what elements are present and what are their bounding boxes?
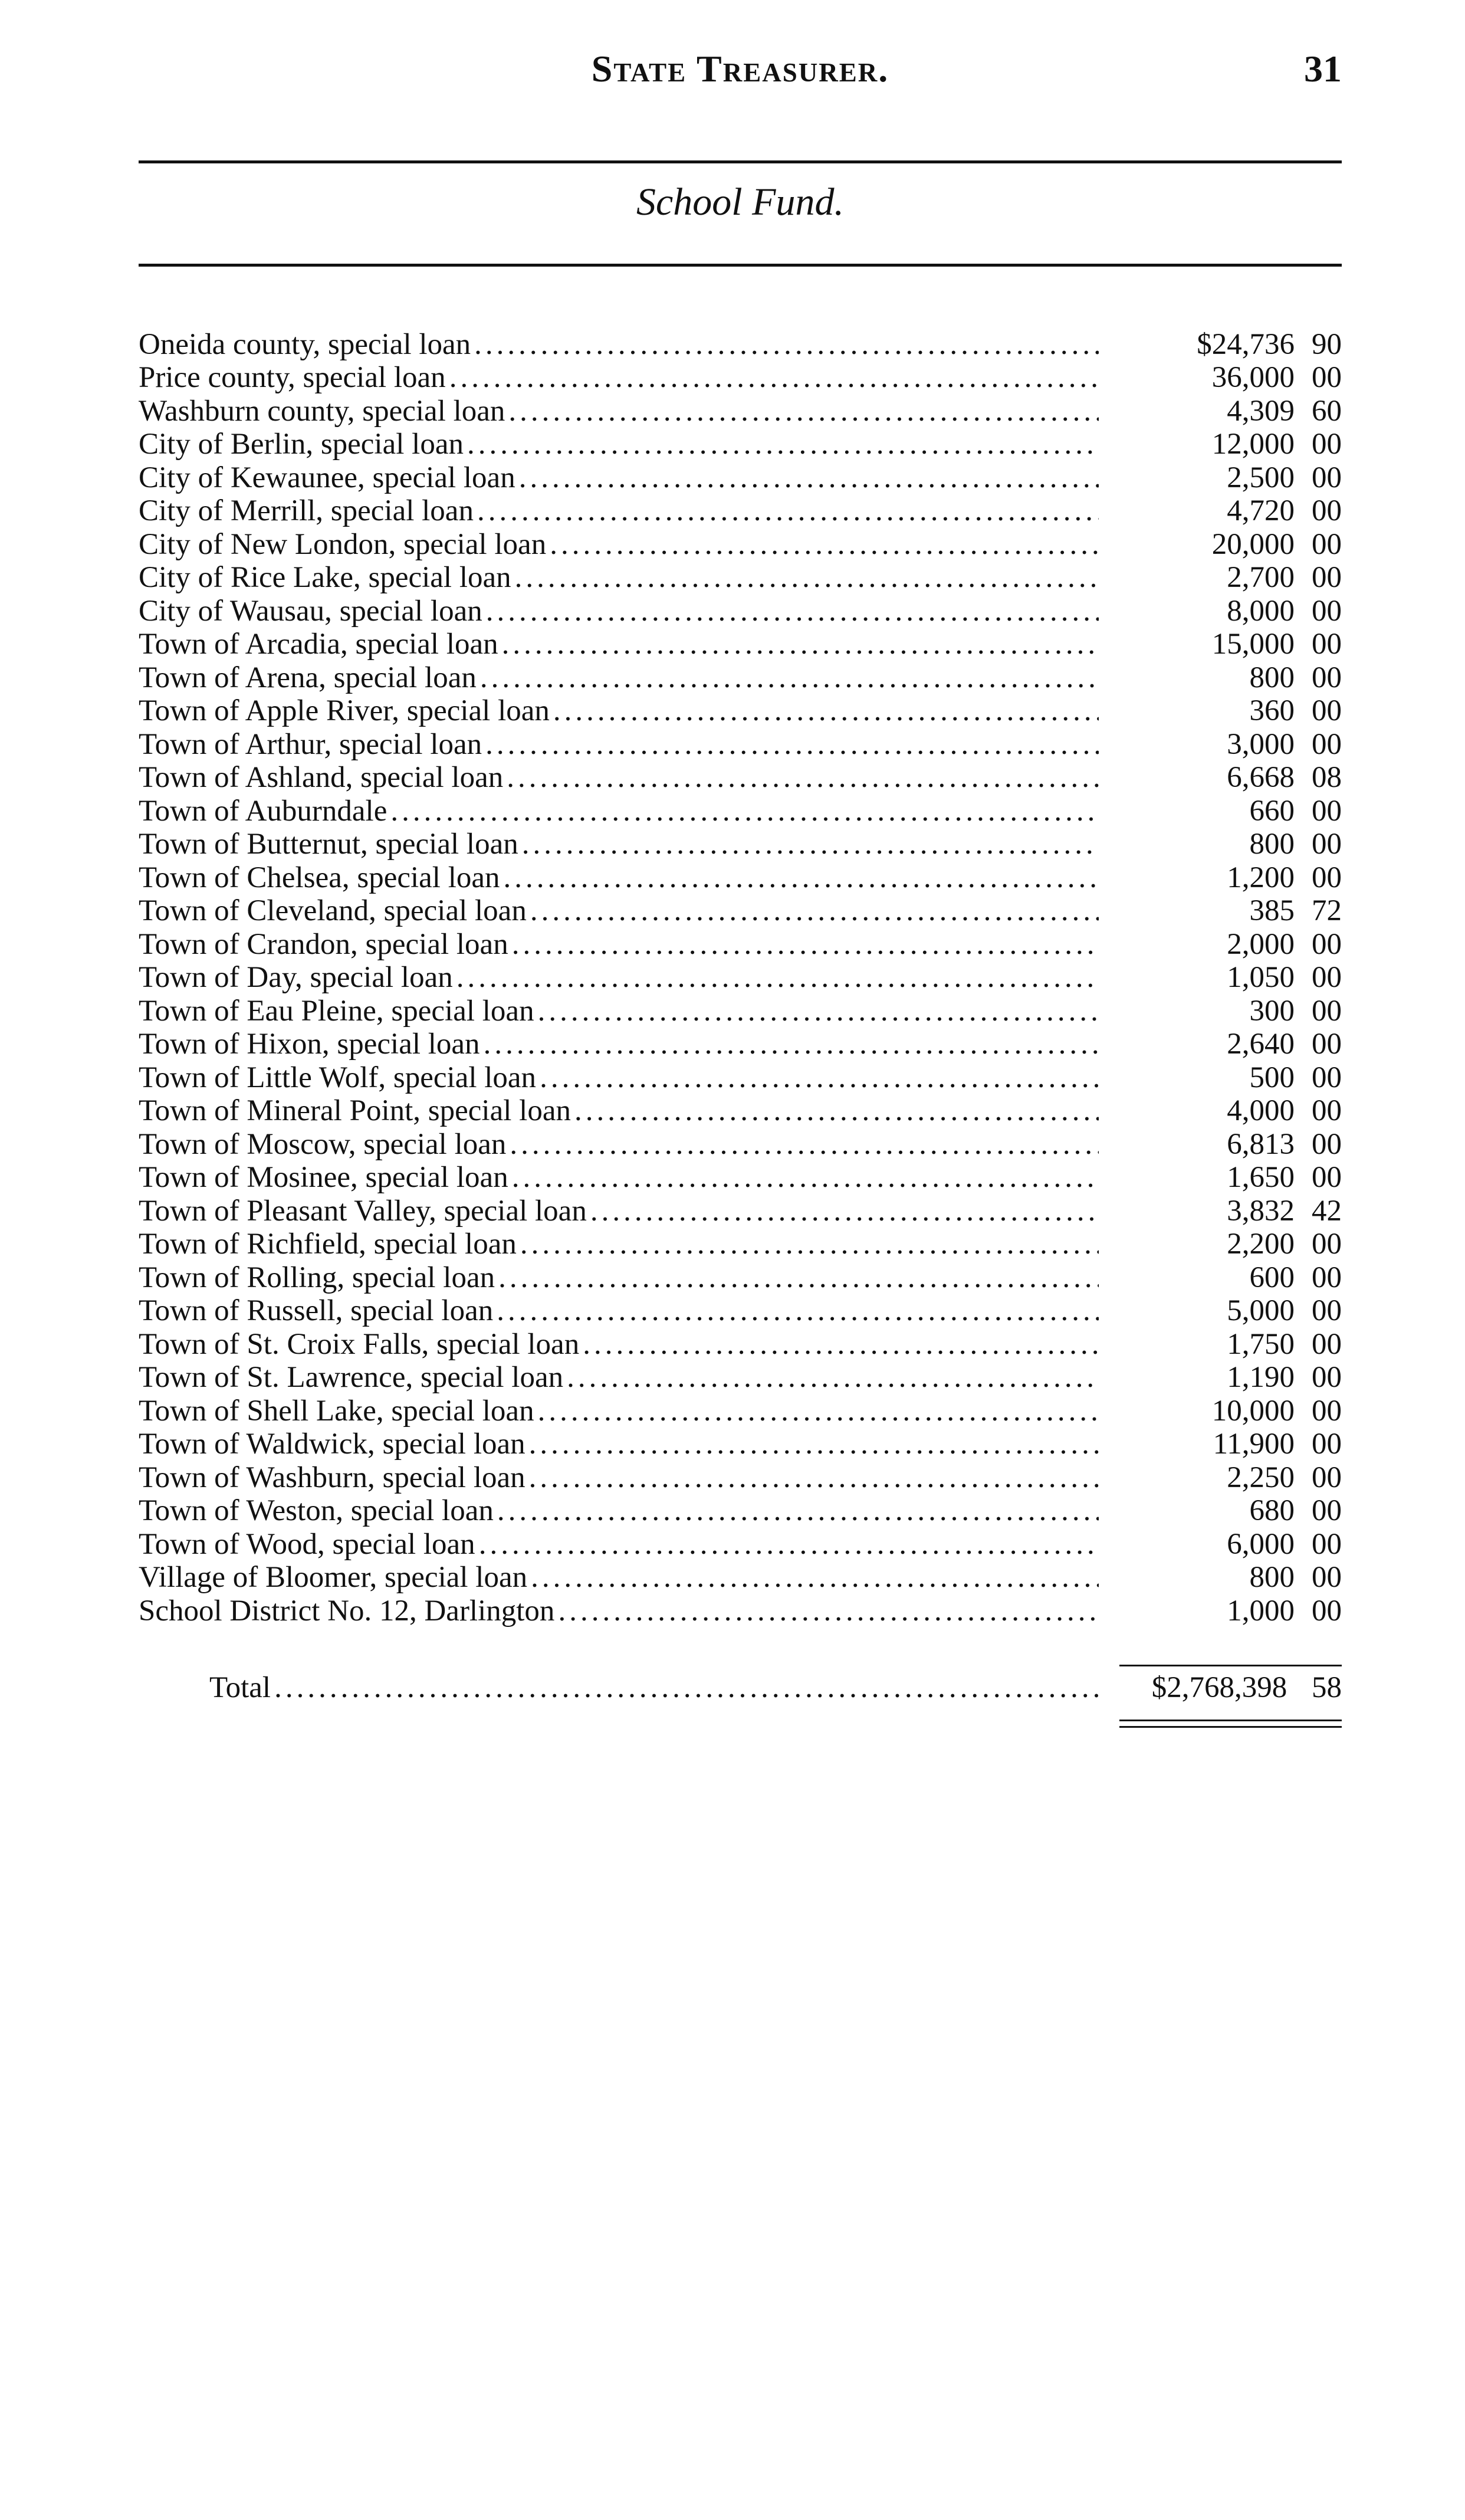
entry-label: Town of Moscow, special loan [139, 1127, 507, 1161]
entry-amount [1106, 328, 1342, 361]
entry-dollars: 1,000 [1227, 1594, 1295, 1628]
entry-label: Town of Eau Pleine, special loan [139, 994, 534, 1028]
entry-amount [1106, 1028, 1342, 1061]
ledger-row [139, 527, 1342, 561]
leader-dots [583, 1328, 1099, 1361]
ledger-row [139, 828, 1342, 861]
entry-dollars: 2,000 [1227, 927, 1295, 961]
entry-label: Town of Little Wolf, special loan [139, 1061, 537, 1094]
ledger-row [139, 794, 1342, 828]
entry-label: City of Merrill, special loan [139, 494, 474, 527]
entry-label: Town of Cleveland, special loan [139, 894, 527, 927]
entry-label: City of Wausau, special loan [139, 594, 482, 628]
total-label: Total [209, 1671, 271, 1704]
leader-dots [502, 628, 1099, 661]
leader-dots [510, 1128, 1099, 1161]
ledger-row [139, 1094, 1342, 1128]
entry-cents: 00 [1312, 461, 1342, 494]
ledger-row [139, 561, 1342, 595]
ledger-row [139, 1194, 1342, 1228]
entry-dollars: 11,900 [1213, 1428, 1295, 1461]
leader-dots [504, 861, 1099, 894]
entry-cents: 00 [1312, 1561, 1342, 1594]
entry-dollars: 36,000 [1211, 361, 1295, 394]
entry-label: City of New London, special loan [139, 527, 547, 561]
ledger-row [139, 1461, 1342, 1494]
entry-amount [1106, 1195, 1342, 1228]
entry-cents: 00 [1312, 961, 1342, 994]
leader-dots [512, 1161, 1099, 1194]
ledger-row [139, 1561, 1342, 1594]
ledger-row [139, 1327, 1342, 1361]
entry-cents: 08 [1312, 761, 1342, 794]
entry-label: City of Rice Lake, special loan [139, 561, 511, 594]
ledger-row [139, 1428, 1342, 1461]
entry-dollars: 2,700 [1227, 561, 1295, 594]
entry-amount [1106, 661, 1342, 694]
total-row [209, 1671, 1342, 1704]
leader-dots [498, 1261, 1099, 1294]
entry-amount [1106, 1461, 1342, 1494]
entry-cents: 00 [1312, 1261, 1342, 1294]
entry-amount [1106, 494, 1342, 527]
ledger-row [139, 1361, 1342, 1394]
entry-cents: 00 [1312, 1228, 1342, 1261]
entry-label: Town of St. Croix Falls, special loan [139, 1327, 580, 1361]
entry-dollars: 4,309 [1227, 394, 1295, 428]
ledger-row [139, 428, 1342, 461]
entry-cents: 00 [1312, 1594, 1342, 1628]
entry-dollars: 2,500 [1227, 461, 1295, 494]
entry-amount [1106, 761, 1342, 794]
entry-label: Town of St. Lawrence, special loan [139, 1361, 564, 1394]
entry-amount [1106, 728, 1342, 761]
ledger-row [139, 628, 1342, 661]
entry-cents: 00 [1312, 1161, 1342, 1194]
entry-dollars: 2,640 [1227, 1028, 1295, 1061]
leader-dots [567, 1361, 1099, 1394]
entry-amount [1106, 861, 1342, 894]
ledger-row [139, 1228, 1342, 1261]
section-title: School Fund. [636, 181, 844, 224]
ledger-row [139, 894, 1342, 928]
total-dollars: $2,768,398 [1151, 1671, 1287, 1704]
entry-label: Town of Arthur, special loan [139, 727, 482, 761]
entry-cents: 00 [1312, 361, 1342, 394]
entry-cents: 42 [1312, 1194, 1342, 1228]
entry-dollars: 600 [1249, 1261, 1295, 1294]
entry-label: Washburn county, special loan [139, 394, 505, 428]
entry-amount [1106, 1328, 1342, 1361]
entry-amount [1106, 828, 1342, 861]
leader-dots [531, 1561, 1099, 1594]
header-rule [139, 160, 1342, 163]
entry-amount [1106, 361, 1342, 394]
entry-label: School District No. 12, Darlington [139, 1594, 555, 1628]
entry-dollars: 6,000 [1227, 1527, 1295, 1561]
entry-cents: 90 [1312, 327, 1342, 361]
entry-dollars: 385 [1249, 894, 1295, 927]
ledger-row [139, 1028, 1342, 1061]
entry-amount [1106, 928, 1342, 961]
entry-cents: 00 [1312, 927, 1342, 961]
page-header [139, 47, 1342, 112]
leader-dots [477, 494, 1099, 527]
entry-label: Town of Hixon, special loan [139, 1028, 480, 1061]
ledger-row [139, 394, 1342, 428]
entry-amount [1106, 1494, 1342, 1527]
entry-cents: 00 [1312, 1361, 1342, 1394]
leader-dots [515, 561, 1099, 594]
entry-dollars: 300 [1249, 994, 1295, 1028]
leader-dots [529, 1461, 1099, 1494]
entry-cents: 00 [1312, 1061, 1342, 1094]
entry-cents: 00 [1312, 727, 1342, 761]
entry-dollars: 1,200 [1227, 861, 1295, 894]
entry-amount [1106, 1561, 1342, 1594]
entry-cents: 00 [1312, 794, 1342, 828]
entry-dollars: 6,813 [1227, 1127, 1295, 1161]
entry-label: City of Kewaunee, special loan [139, 461, 515, 494]
ledger-entries [139, 327, 1342, 1628]
entry-label: Town of Mosinee, special loan [139, 1161, 508, 1194]
entry-dollars: 15,000 [1211, 628, 1295, 661]
leader-dots [529, 1428, 1099, 1461]
leader-dots [497, 1494, 1099, 1527]
entry-label: Town of Wood, special loan [139, 1527, 475, 1561]
entry-cents: 00 [1312, 594, 1342, 628]
entry-amount [1106, 1261, 1342, 1294]
entry-dollars: 1,650 [1227, 1161, 1295, 1194]
entry-cents: 00 [1312, 1527, 1342, 1561]
entry-cents: 00 [1312, 1094, 1342, 1127]
ledger-row [139, 1594, 1342, 1628]
ledger-row [139, 1494, 1342, 1528]
entry-label: Oneida county, special loan [139, 327, 471, 361]
leader-dots [558, 1594, 1099, 1628]
entry-cents: 00 [1312, 1294, 1342, 1327]
ledger-row [139, 461, 1342, 494]
ledger-row [139, 1161, 1342, 1195]
entry-label: Town of Auburndale [139, 794, 387, 828]
entry-amount [1106, 1094, 1342, 1127]
entry-label: Town of Richfield, special loan [139, 1228, 517, 1261]
leader-dots [508, 395, 1099, 428]
leader-dots [467, 428, 1099, 461]
entry-dollars: 1,190 [1227, 1361, 1295, 1394]
entry-cents: 00 [1312, 561, 1342, 594]
ledger-row [139, 1527, 1342, 1561]
entry-cents: 60 [1312, 394, 1342, 428]
entry-cents: 00 [1312, 828, 1342, 861]
leader-dots [449, 361, 1099, 394]
entry-amount [1106, 795, 1342, 828]
entry-label: Town of Ashland, special loan [139, 761, 504, 794]
ledger-row [139, 1061, 1342, 1094]
entry-dollars: 1,750 [1227, 1327, 1295, 1361]
entry-amount [1106, 1128, 1342, 1161]
entry-cents: 00 [1312, 1461, 1342, 1494]
entry-cents: 00 [1312, 428, 1342, 461]
ledger-row [139, 594, 1342, 628]
entry-label: Town of Crandon, special loan [139, 927, 508, 961]
ledger-row [139, 994, 1342, 1028]
entry-label: Town of Day, special loan [139, 961, 453, 994]
entry-amount [1106, 561, 1342, 594]
entry-dollars: 12,000 [1211, 428, 1295, 461]
entry-cents: 00 [1312, 694, 1342, 727]
leader-dots [274, 1671, 1099, 1704]
leader-dots [574, 1094, 1099, 1127]
entry-label: Town of Shell Lake, special loan [139, 1394, 534, 1428]
leader-dots [590, 1195, 1099, 1228]
entry-amount [1106, 995, 1342, 1028]
entry-dollars: 660 [1249, 794, 1295, 828]
entry-dollars: 1,050 [1227, 961, 1295, 994]
ledger-row [139, 927, 1342, 961]
entry-cents: 00 [1312, 994, 1342, 1028]
ledger-row [139, 1261, 1342, 1294]
entry-amount [1106, 1528, 1342, 1561]
double-rule-lower [1119, 1726, 1342, 1728]
entry-dollars: $24,736 [1197, 327, 1295, 361]
ledger-row [139, 961, 1342, 995]
entry-cents: 00 [1312, 1127, 1342, 1161]
leader-dots [538, 1394, 1099, 1428]
leader-dots [497, 1294, 1099, 1327]
entry-label: Town of Mineral Point, special loan [139, 1094, 571, 1127]
entry-dollars: 800 [1249, 828, 1295, 861]
entry-dollars: 20,000 [1211, 527, 1295, 561]
entry-dollars: 500 [1249, 1061, 1295, 1094]
entry-cents: 00 [1312, 661, 1342, 694]
leader-dots [485, 728, 1099, 761]
ledger-row [139, 1294, 1342, 1328]
ledger-row [139, 1394, 1342, 1428]
entry-dollars: 4,000 [1227, 1094, 1295, 1127]
entry-dollars: 10,000 [1211, 1394, 1295, 1428]
entry-cents: 00 [1312, 1394, 1342, 1428]
total-amount [1106, 1671, 1342, 1704]
entry-cents: 00 [1312, 1028, 1342, 1061]
entry-cents: 00 [1312, 1494, 1342, 1527]
entry-dollars: 800 [1249, 1561, 1295, 1594]
entry-dollars: 5,000 [1227, 1294, 1295, 1327]
page-number: 31 [1304, 48, 1342, 90]
entry-amount [1106, 528, 1342, 561]
entry-label: Town of Washburn, special loan [139, 1461, 525, 1494]
entry-amount [1106, 1594, 1342, 1628]
ledger-row [139, 1127, 1342, 1161]
leader-dots [479, 1528, 1099, 1561]
total-cents: 58 [1312, 1671, 1342, 1704]
section-rule [139, 264, 1342, 267]
entry-label: Town of Waldwick, special loan [139, 1428, 525, 1461]
entry-amount [1106, 694, 1342, 727]
leader-dots [540, 1061, 1099, 1094]
entry-dollars: 680 [1249, 1494, 1295, 1527]
entry-amount [1106, 1061, 1342, 1094]
ledger-row [139, 694, 1342, 728]
entry-cents: 00 [1312, 527, 1342, 561]
double-rule-upper [1119, 1720, 1342, 1721]
entry-label: Town of Arena, special loan [139, 661, 477, 694]
entry-dollars: 2,250 [1227, 1461, 1295, 1494]
entry-amount [1106, 1428, 1342, 1461]
entry-dollars: 8,000 [1227, 594, 1295, 628]
leader-dots [530, 894, 1099, 927]
leader-dots [553, 694, 1099, 727]
entry-dollars: 3,000 [1227, 727, 1295, 761]
leader-dots [484, 1028, 1099, 1061]
entry-amount [1106, 1361, 1342, 1394]
entry-amount [1106, 894, 1342, 927]
entry-amount [1106, 595, 1342, 628]
leader-dots [522, 828, 1099, 861]
ledger-row [139, 661, 1342, 694]
entry-label: Town of Apple River, special loan [139, 694, 550, 727]
entry-label: Town of Pleasant Valley, special loan [139, 1194, 587, 1228]
entry-label: Town of Weston, special loan [139, 1494, 494, 1527]
entry-dollars: 6,668 [1227, 761, 1295, 794]
entry-label: Town of Russell, special loan [139, 1294, 494, 1327]
leader-dots [512, 928, 1099, 961]
leader-dots [538, 995, 1099, 1028]
entry-cents: 72 [1312, 894, 1342, 927]
entry-amount [1106, 1394, 1342, 1428]
leader-dots [390, 795, 1099, 828]
total-rule [1119, 1665, 1342, 1666]
entry-label: Town of Chelsea, special loan [139, 861, 500, 894]
entry-amount [1106, 461, 1342, 494]
entry-amount [1106, 1294, 1342, 1327]
entry-cents: 00 [1312, 1327, 1342, 1361]
entry-amount [1106, 1228, 1342, 1261]
entry-label: Price county, special loan [139, 361, 446, 394]
entry-cents: 00 [1312, 861, 1342, 894]
entry-label: Town of Rolling, special loan [139, 1261, 495, 1294]
entry-dollars: 3,832 [1227, 1194, 1295, 1228]
entry-amount [1106, 395, 1342, 428]
entry-amount [1106, 628, 1342, 661]
entry-amount [1106, 1161, 1342, 1194]
entry-label: Town of Arcadia, special loan [139, 628, 498, 661]
ledger-row [139, 861, 1342, 894]
entry-dollars: 4,720 [1227, 494, 1295, 527]
entry-amount [1106, 428, 1342, 461]
ledger-row [139, 761, 1342, 795]
entry-label: City of Berlin, special loan [139, 428, 464, 461]
leader-dots [507, 761, 1099, 794]
leader-dots [456, 961, 1099, 994]
entry-label: Town of Butternut, special loan [139, 828, 518, 861]
leader-dots [480, 661, 1099, 694]
entry-label: Village of Bloomer, special loan [139, 1561, 528, 1594]
entry-cents: 00 [1312, 628, 1342, 661]
entry-dollars: 2,200 [1227, 1228, 1295, 1261]
leader-dots [486, 595, 1099, 628]
leader-dots [519, 461, 1099, 494]
ledger-row [139, 727, 1342, 761]
ledger-row [139, 361, 1342, 395]
ledger-row [139, 494, 1342, 528]
leader-dots [520, 1228, 1099, 1261]
entry-cents: 00 [1312, 1428, 1342, 1461]
running-title: State Treasurer. [591, 48, 889, 90]
leader-dots [474, 328, 1099, 361]
entry-dollars: 800 [1249, 661, 1295, 694]
entry-amount [1106, 961, 1342, 994]
ledger-row [139, 327, 1342, 361]
entry-dollars: 360 [1249, 694, 1295, 727]
entry-cents: 00 [1312, 494, 1342, 527]
leader-dots [550, 528, 1099, 561]
